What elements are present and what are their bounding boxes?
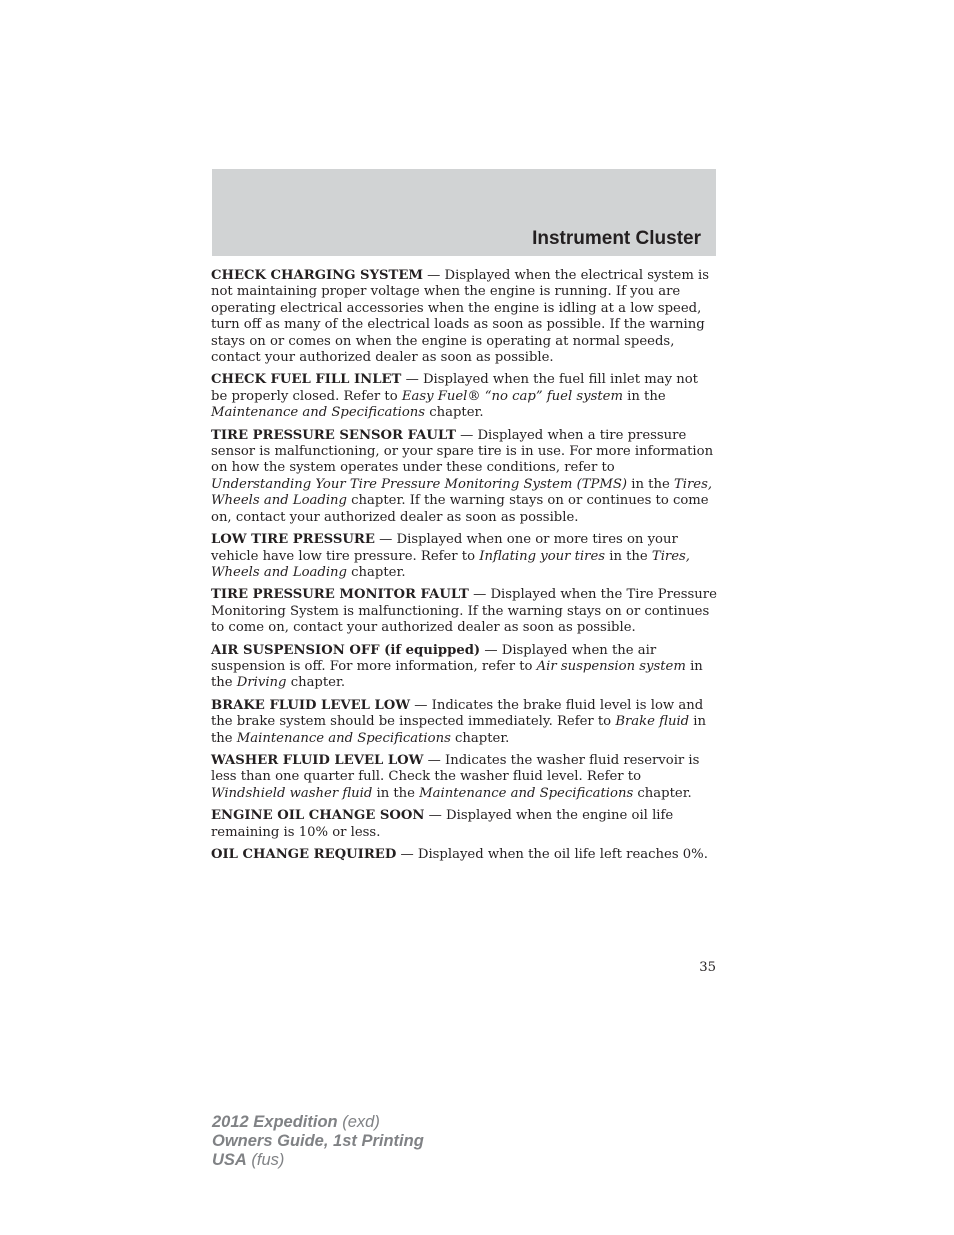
chapter-title: Instrument Cluster [532, 228, 701, 249]
warning-message-entry [211, 643, 717, 692]
cross-reference: Windshield washer fluid [211, 785, 373, 801]
description-text: in the [627, 476, 674, 492]
warning-message-term: BRAKE FLUID LEVEL LOW [211, 697, 411, 713]
cross-reference: Maintenance and Specifications [419, 785, 634, 801]
warning-message-term: TIRE PRESSURE SENSOR FAULT [211, 427, 456, 443]
warning-message-term: AIR SUSPENSION OFF (if equipped) [211, 642, 481, 658]
description-text: — Displayed when the Tire Pressure Monitoring System is malfunctioning. If the warning stays on or continues to come on, contact your authorized dealer as soon as possible. [211, 587, 717, 636]
cross-reference: Maintenance and Specifications [211, 405, 426, 421]
description-text: — Displayed when a tire pressure sensor is malfunctioning, or your spare tire is in use. For more information on how the system operates under these conditions, refer to [211, 427, 714, 476]
description-text: — Displayed when the oil life left reaches 0%. [396, 847, 708, 862]
warning-message-entry [211, 428, 717, 526]
page-number: 35 [699, 960, 716, 975]
warning-message-entry [211, 372, 717, 421]
description-text: chapter. If the warning stays on or continues to come on, contact your authorized dealer as soon as possible. [211, 493, 709, 525]
warning-message-term: WASHER FLUID LEVEL LOW [211, 752, 424, 768]
footer-market-code: (fus) [246, 1151, 285, 1169]
warning-message-entry [211, 808, 717, 841]
footer-market: USA [212, 1151, 247, 1169]
description-text: chapter. [633, 785, 692, 801]
warning-message-term: LOW TIRE PRESSURE [211, 532, 375, 548]
content-body [211, 268, 717, 869]
warning-message-term: ENGINE OIL CHANGE SOON [211, 808, 425, 824]
chapter-header-band [212, 169, 716, 256]
warning-message-entry [211, 753, 717, 802]
cross-reference: Driving [236, 675, 287, 691]
warning-message-term: CHECK FUEL FILL INLET [211, 372, 402, 388]
cross-reference: Understanding Your Tire Pressure Monitoring System (TPMS) [211, 476, 628, 492]
description-text: — Displayed when one or more tires on your vehicle have low tire pressure. Refer to [211, 532, 678, 564]
warning-message-term: CHECK CHARGING SYSTEM [211, 268, 423, 283]
footer-imprint [212, 1113, 424, 1170]
footer-edition: Owners Guide, 1st Printing [212, 1132, 424, 1150]
warning-message-entry [211, 847, 717, 863]
warning-message-term: OIL CHANGE REQUIRED [211, 847, 397, 862]
cross-reference: Tires, Wheels and Loading [211, 476, 713, 509]
warning-message-entry [211, 532, 717, 581]
footer-line-2 [212, 1132, 424, 1151]
description-text: chapter. [450, 730, 510, 746]
cross-reference: Inflating your tires [479, 548, 606, 564]
footer-model-code: (exd) [337, 1113, 380, 1131]
description-text: — Displayed when the air suspension is off. For more information, refer to [211, 642, 657, 674]
description-text: chapter. [346, 564, 406, 580]
description-text: — Displayed when the fuel fill inlet may not be properly closed. Refer to [211, 372, 698, 404]
warning-message-entry [211, 268, 717, 366]
description-text: in the [372, 785, 420, 801]
description-text: — Indicates the washer fluid reservoir is less than one quarter full. Check the washer fluid level. Refer to [211, 752, 700, 785]
warning-message-entry [211, 587, 717, 636]
footer-line-3 [212, 1151, 424, 1170]
cross-reference: Brake fluid [615, 714, 690, 730]
description-text: in the [211, 714, 707, 746]
footer-line-1 [212, 1113, 424, 1132]
description-text: in the [605, 548, 652, 564]
cross-reference: Tires, Wheels and Loading [211, 548, 691, 580]
cross-reference: Air suspension system [536, 658, 686, 674]
warning-message-term: TIRE PRESSURE MONITOR FAULT [211, 587, 469, 603]
description-text: in the [622, 388, 666, 404]
description-text: chapter. [286, 675, 346, 691]
footer-model: 2012 Expedition [212, 1113, 338, 1131]
description-text: — Displayed when the engine oil life remaining is 10% or less. [211, 808, 674, 840]
warning-message-entry [211, 698, 717, 747]
description-text: in the [211, 658, 703, 691]
cross-reference: Easy Fuel® “no cap” fuel system [401, 388, 623, 404]
description-text: — Indicates the brake fluid level is low and the brake system should be inspected immediately. Refer to [211, 697, 704, 730]
cross-reference: Maintenance and Specifications [236, 730, 451, 746]
description-text: chapter. [425, 405, 484, 421]
description-text: — Displayed when the electrical system is not maintaining proper voltage when the engine is running. If you are operating electrical accessories when the engine is idling at a low speed, turn off as many of the electrical loads as soon as possible. If the warning stays on or comes on when the engine is operating at normal speeds, contact your authorized dealer as soon as possible. [211, 268, 710, 366]
